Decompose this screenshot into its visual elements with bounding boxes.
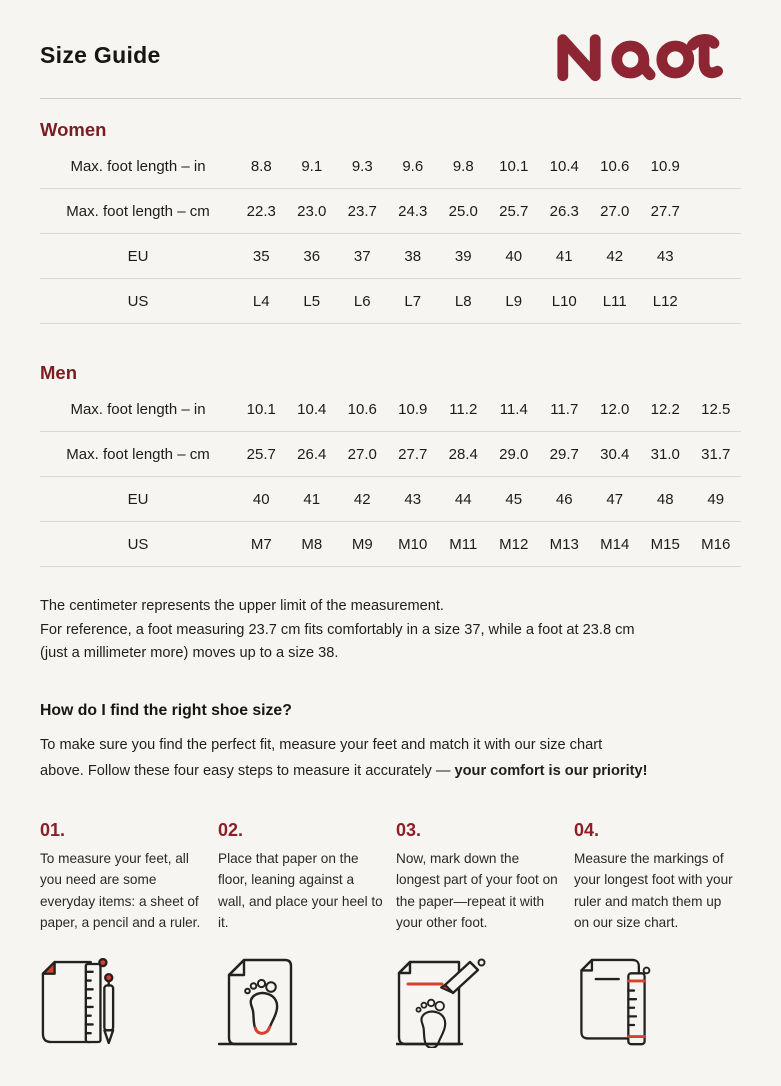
size-cell: 39 [438, 234, 489, 279]
row-label: US [40, 279, 236, 324]
size-cell: 23.7 [337, 189, 388, 234]
size-cell: M7 [236, 522, 287, 567]
step-number: 03. [396, 819, 422, 840]
table-row [40, 234, 741, 279]
size-cell: 27.0 [337, 432, 388, 477]
size-cell: M14 [590, 522, 641, 567]
step-item-2 [218, 820, 384, 934]
step-number: 01. [40, 819, 66, 840]
mark-foot-with-pencil-icon [396, 958, 562, 1048]
size-cell: 12.0 [590, 387, 641, 432]
header-divider [40, 98, 741, 99]
howto-intro-bold: your comfort is our priority! [454, 762, 648, 779]
row-label: EU [40, 477, 236, 522]
step-number: 04. [574, 819, 600, 840]
size-cell: 29.0 [489, 432, 540, 477]
size-cell: 31.7 [691, 432, 742, 477]
men-section-heading: Men [40, 362, 77, 383]
size-cell: 37 [337, 234, 388, 279]
size-cell-empty [691, 234, 742, 279]
size-cell: L8 [438, 279, 489, 324]
row-label: Max. foot length – cm [40, 432, 236, 477]
table-row [40, 144, 741, 189]
size-cell: 9.8 [438, 144, 489, 189]
size-cell: M12 [489, 522, 540, 567]
notes-line: (just a millimeter more) moves up to a size 38. [40, 645, 339, 661]
header [40, 0, 741, 80]
size-cell: 11.2 [438, 387, 489, 432]
step-icons-row [40, 958, 741, 1048]
size-table-men [40, 387, 741, 567]
step-text: Place that paper on the floor, leaning against a wall, and place your heel to it. [218, 850, 383, 930]
size-cell: 42 [590, 234, 641, 279]
size-cell: 44 [438, 477, 489, 522]
size-cell: 31.0 [640, 432, 691, 477]
step-item-1 [40, 820, 206, 934]
size-cell: 9.6 [388, 144, 439, 189]
table-row [40, 189, 741, 234]
size-cell-empty [691, 189, 742, 234]
step-item-4 [574, 820, 740, 934]
size-cell: 40 [236, 477, 287, 522]
size-cell: 10.4 [539, 144, 590, 189]
size-cell-empty [691, 279, 742, 324]
steps-row [40, 820, 741, 934]
size-cell: 25.7 [489, 189, 540, 234]
step-text: To measure your feet, all you need are some everyday items: a sheet of paper, a pencil and a ruler. [40, 850, 201, 930]
size-cell: L6 [337, 279, 388, 324]
size-cell: 29.7 [539, 432, 590, 477]
size-cell: M9 [337, 522, 388, 567]
row-label: EU [40, 234, 236, 279]
size-cell: 11.4 [489, 387, 540, 432]
table-row [40, 387, 741, 432]
size-cell: 26.3 [539, 189, 590, 234]
size-cell: 9.3 [337, 144, 388, 189]
size-cell: 30.4 [590, 432, 641, 477]
size-cell: M8 [287, 522, 338, 567]
size-cell: 10.6 [337, 387, 388, 432]
size-cell: 41 [539, 234, 590, 279]
size-cell: M16 [691, 522, 742, 567]
size-cell: 10.4 [287, 387, 338, 432]
size-cell: M11 [438, 522, 489, 567]
size-cell: 47 [590, 477, 641, 522]
size-cell-empty [691, 144, 742, 189]
size-table-women [40, 144, 741, 324]
size-cell: 46 [539, 477, 590, 522]
size-cell: 11.7 [539, 387, 590, 432]
howto-intro [40, 732, 741, 784]
row-label: Max. foot length – in [40, 144, 236, 189]
size-cell: L9 [489, 279, 540, 324]
howto-intro-regular: above. Follow these four easy steps to measure it accurately — [40, 762, 455, 779]
size-cell: 49 [691, 477, 742, 522]
paper-pencil-ruler-icon [40, 958, 206, 1048]
size-cell: L5 [287, 279, 338, 324]
table-row [40, 522, 741, 567]
size-cell: 38 [388, 234, 439, 279]
size-cell: 10.9 [640, 144, 691, 189]
page-title: Size Guide [40, 41, 161, 68]
size-cell: 8.8 [236, 144, 287, 189]
row-label: US [40, 522, 236, 567]
howto-intro-line1: To make sure you find the perfect fit, measure your feet and match it with our size chart [40, 736, 603, 753]
size-cell: M10 [388, 522, 439, 567]
size-cell: 25.7 [236, 432, 287, 477]
size-cell: 28.4 [438, 432, 489, 477]
size-cell: 36 [287, 234, 338, 279]
step-text: Measure the markings of your longest foot with your ruler and match them up on our size chart. [574, 850, 733, 930]
size-cell: L4 [236, 279, 287, 324]
table-row [40, 279, 741, 324]
size-cell: 25.0 [438, 189, 489, 234]
women-section-heading: Women [40, 119, 107, 140]
size-cell: 24.3 [388, 189, 439, 234]
size-cell: 26.4 [287, 432, 338, 477]
row-label: Max. foot length – in [40, 387, 236, 432]
size-cell: M13 [539, 522, 590, 567]
size-cell: 10.1 [489, 144, 540, 189]
size-cell: 10.9 [388, 387, 439, 432]
size-cell: 27.0 [590, 189, 641, 234]
size-cell: 40 [489, 234, 540, 279]
size-cell: L7 [388, 279, 439, 324]
naot-logo-icon [543, 28, 741, 82]
size-cell: 35 [236, 234, 287, 279]
size-cell: 43 [388, 477, 439, 522]
size-cell: L11 [590, 279, 641, 324]
step-text: Now, mark down the longest part of your foot on the paper—repeat it with your other foot. [396, 850, 558, 930]
size-cell: 10.1 [236, 387, 287, 432]
row-label: Max. foot length – cm [40, 189, 236, 234]
table-row [40, 477, 741, 522]
notes-line: The centimeter represents the upper limit of the measurement. [40, 598, 444, 614]
size-cell: 27.7 [388, 432, 439, 477]
size-cell: 43 [640, 234, 691, 279]
size-cell: 9.1 [287, 144, 338, 189]
measure-markings-ruler-icon [574, 958, 740, 1048]
howto-heading: How do I find the right shoe size? [40, 701, 292, 719]
step-number: 02. [218, 819, 244, 840]
paper-heel-on-floor-icon [218, 958, 384, 1048]
size-cell: 10.6 [590, 144, 641, 189]
size-cell: 12.5 [691, 387, 742, 432]
size-cell: M15 [640, 522, 691, 567]
naot-logo [543, 28, 741, 82]
size-cell: 48 [640, 477, 691, 522]
size-cell: 41 [287, 477, 338, 522]
howto-intro-line2 [40, 758, 741, 784]
size-cell: L12 [640, 279, 691, 324]
table-row [40, 432, 741, 477]
notes-paragraph [40, 595, 741, 666]
size-cell: 12.2 [640, 387, 691, 432]
notes-line: For reference, a foot measuring 23.7 cm fits comfortably in a size 37, while a foot at 23.8 cm [40, 621, 635, 638]
size-cell: 42 [337, 477, 388, 522]
step-item-3 [396, 820, 562, 934]
size-cell: L10 [539, 279, 590, 324]
size-cell: 45 [489, 477, 540, 522]
size-cell: 23.0 [287, 189, 338, 234]
size-cell: 27.7 [640, 189, 691, 234]
size-cell: 22.3 [236, 189, 287, 234]
